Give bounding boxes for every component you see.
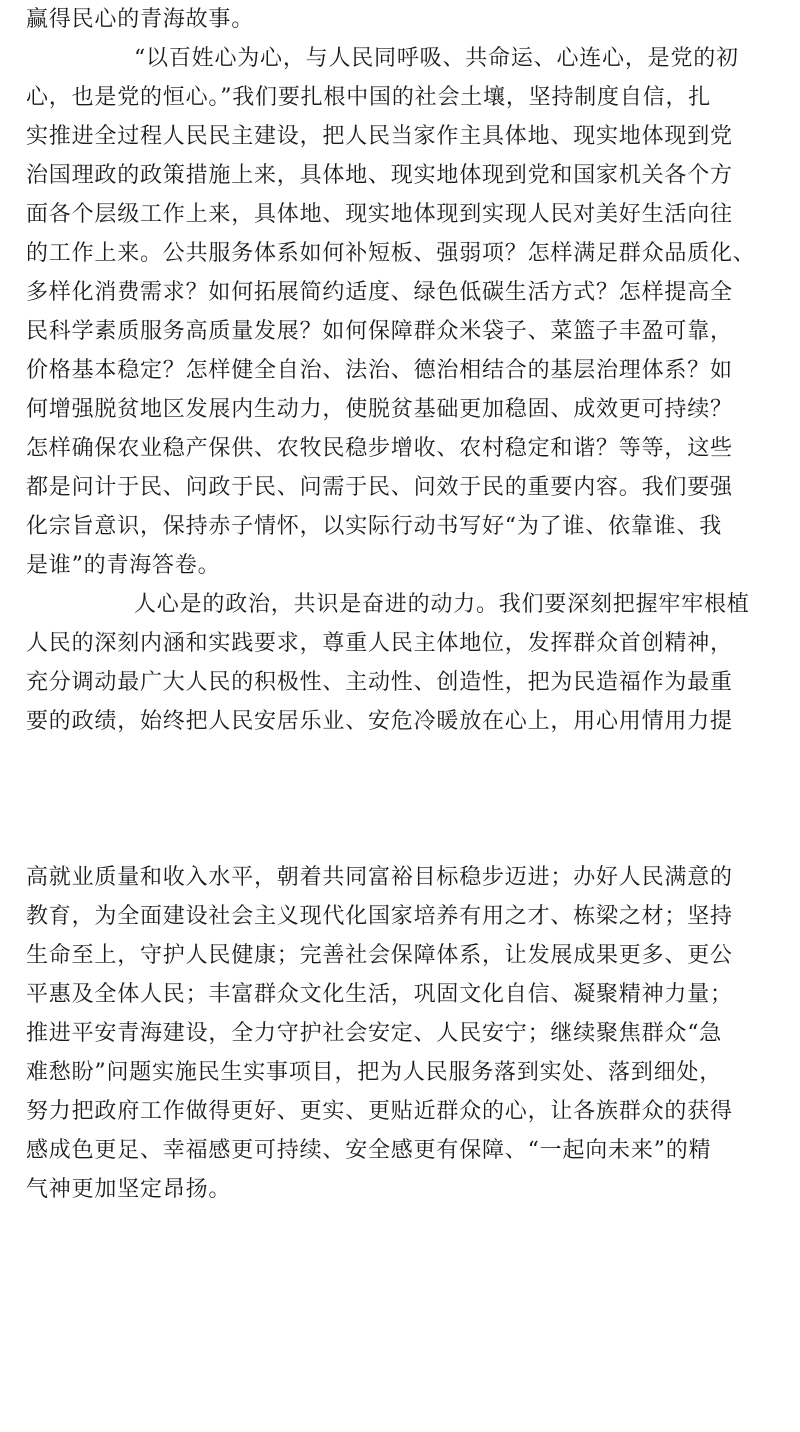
text-line: 难愁盼”问题实施民生实事项目，把为人民服务落到实处、落到细处， (26, 1060, 723, 1085)
text-line: 实推进全过程人民民主建设，把人民当家作主具体地、现实地体现到党 (26, 124, 733, 149)
text-line: 气神更加坚定昂扬。 (26, 1177, 232, 1202)
paragraph-start-line: “以百姓心为心，与人民同呼吸、共命运、心连心，是党的初 (134, 46, 739, 71)
text-line: 要的政绩，始终把人民安居乐业、安危冷暖放在心上，用心用情用力提 (26, 709, 733, 734)
text-line: 生命至上，守护人民健康；完善社会保障体系，让发展成果更多、更公 (26, 943, 733, 968)
text-line: 心，也是党的恒心。”我们要扎根中国的社会土壤，坚持制度自信，扎 (26, 85, 712, 110)
text-line: 平惠及全体人民；丰富群众文化生活，巩固文化自信、凝聚精神力量； (26, 982, 733, 1007)
text-line: 都是问计于民、问政于民、问需于民、问效于民的重要内容。我们要强 (26, 475, 733, 500)
text-line: 化宗旨意识，保持赤子情怀，以实际行动书写好“为了谁、依靠谁、我 (26, 514, 723, 539)
text-line: 充分调动最广大人民的积极性、主动性、创造性，把为民造福作为最重 (26, 670, 733, 695)
text-block-upper (26, 0, 776, 741)
text-line: 民科学素质服务高质量发展？如何保障群众米袋子、菜篮子丰盈可靠， (26, 319, 733, 344)
text-line: 多样化消费需求？如何拓展简约适度、绿色低碳生活方式？怎样提高全 (26, 280, 733, 305)
paragraph-start-line: 人心是的政治，共识是奋进的动力。我们要深刻把握牢牢根植 (134, 592, 750, 617)
text-line: 赢得民心的青海故事。 (26, 7, 255, 32)
text-line: 何增强脱贫地区发展内生动力，使脱贫基础更加稳固、成效更可持续？ (26, 397, 733, 422)
text-line: 治国理政的政策措施上来，具体地、现实地体现到党和国家机关各个方 (26, 163, 733, 188)
text-line: 的工作上来。公共服务体系如何补短板、强弱项？怎样满足群众品质化、 (26, 241, 756, 266)
text-line: 感成色更足、幸福感更可持续、安全感更有保障、“一起向未来”的精 (26, 1138, 712, 1163)
text-line: 努力把政府工作做得更好、更实、更贴近群众的心，让各族群众的获得 (26, 1099, 733, 1124)
text-line: 人民的深刻内涵和实践要求，尊重人民主体地位，发挥群众首创精神， (26, 631, 733, 656)
text-line: 高就业质量和收入水平，朝着共同富裕目标稳步迈进；办好人民满意的 (26, 865, 733, 890)
text-block-lower (26, 858, 776, 1209)
text-line: 推进平安青海建设，全力守护社会安定、人民安宁；继续聚焦群众“急 (26, 1021, 723, 1046)
text-line: 面各个层级工作上来，具体地、现实地体现到实现人民对美好生活向往 (26, 202, 733, 227)
text-line: 怎样确保农业稳产保供、农牧民稳步增收、农村稳定和谐？等等，这些 (26, 436, 733, 461)
text-line: 是谁”的青海答卷。 (26, 553, 221, 578)
text-line: 价格基本稳定？怎样健全自治、法治、德治相结合的基层治理体系？如 (26, 358, 733, 383)
text-line: 教育，为全面建设社会主义现代化国家培养有用之才、栋梁之材；坚持 (26, 904, 733, 929)
